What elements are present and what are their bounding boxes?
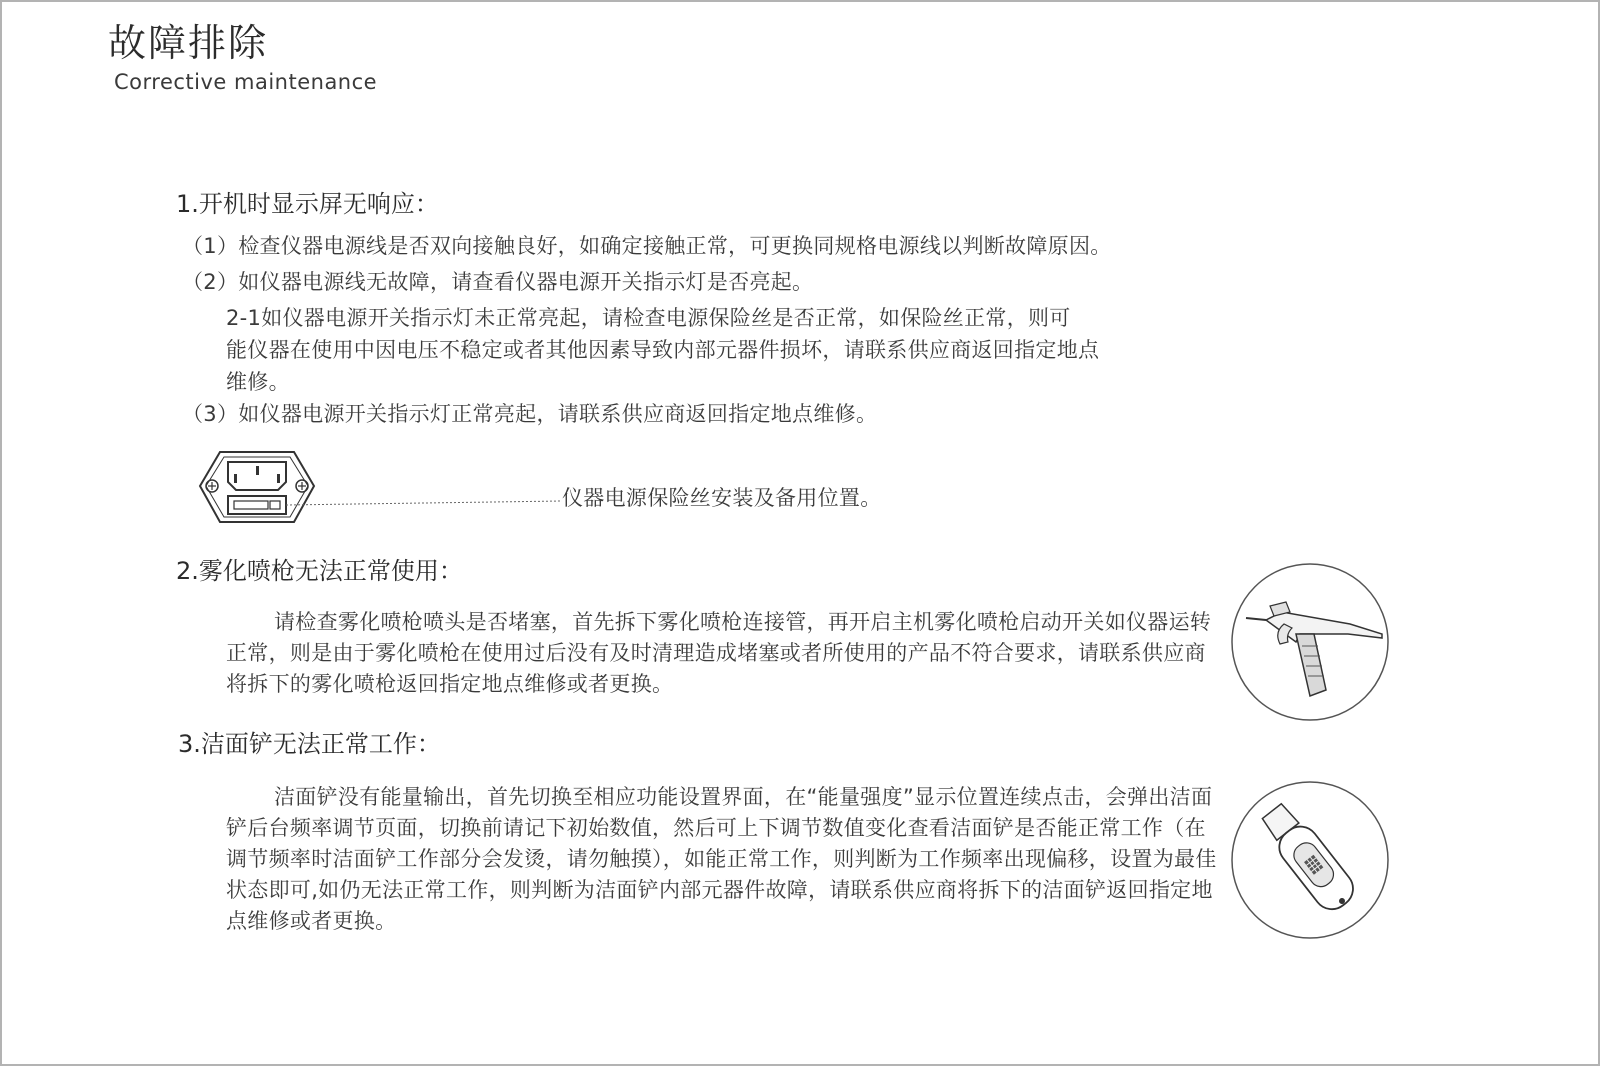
section1-item2-1-line3: 维修。 [226, 370, 290, 394]
spray-gun-icon [1230, 562, 1390, 722]
section3-paragraph: 洁面铲没有能量输出，首先切换至相应功能设置界面，在“能量强度”显示位置连续点击，会弹出洁面铲后台频率调节页面，切换前请记下初始数值，然后可上下调节数值变化查看洁面铲是否能正常工作（在调节频率时洁面铲工作部分会发烫，请勿触摸），如能正常工作，则判断为工作频率出现偏移，设置为最佳状态即可,如仍无法正常工作，则判断为洁面铲内部元器件故障，请联系供应商将拆下的洁面铲返回指定地点维修或者更换。 [226, 785, 1217, 933]
section1-heading: 1.开机时显示屏无响应： [176, 190, 439, 218]
power-socket-fuse-icon [198, 448, 578, 528]
page-subtitle: Corrective maintenance [114, 70, 378, 94]
section1-item2: （2）如仪器电源线无故障，请查看仪器电源开关指示灯是否亮起。 [182, 270, 814, 294]
page-title: 故障排除 [108, 21, 269, 65]
section1-item2-1-line2: 能仪器在使用中因电压不稳定或者其他因素导致内部元器件损坏，请联系供应商返回指定地点 [226, 338, 1100, 362]
section1-item1: （1）检查仪器电源线是否双向接触良好，如确定接触正常，可更换同规格电源线以判断故障原因。 [182, 234, 1112, 258]
section1-item2-1-line1: 2-1如仪器电源开关指示灯未正常亮起，请检查电源保险丝是否正常，如保险丝正常，则可 [226, 306, 1071, 330]
section1-item3: （3）如仪器电源开关指示灯正常亮起，请联系供应商返回指定地点维修。 [182, 402, 878, 426]
fuse-caption: 仪器电源保险丝安装及备用位置。 [562, 486, 882, 510]
section2-paragraph: 请检查雾化喷枪喷头是否堵塞，首先拆下雾化喷枪连接管，再开启主机雾化喷枪启动开关如仪器运转正常，则是由于雾化喷枪在使用过后没有及时清理造成堵塞或者所使用的产品不符合要求，请联系供应商将拆下的雾化喷枪返回指定地点维修或者更换。 [226, 610, 1212, 696]
facial-scrubber-icon [1230, 780, 1390, 940]
section2-heading: 2.雾化喷枪无法正常使用： [176, 557, 463, 585]
section3-heading: 3.洁面铲无法正常工作： [178, 730, 441, 758]
